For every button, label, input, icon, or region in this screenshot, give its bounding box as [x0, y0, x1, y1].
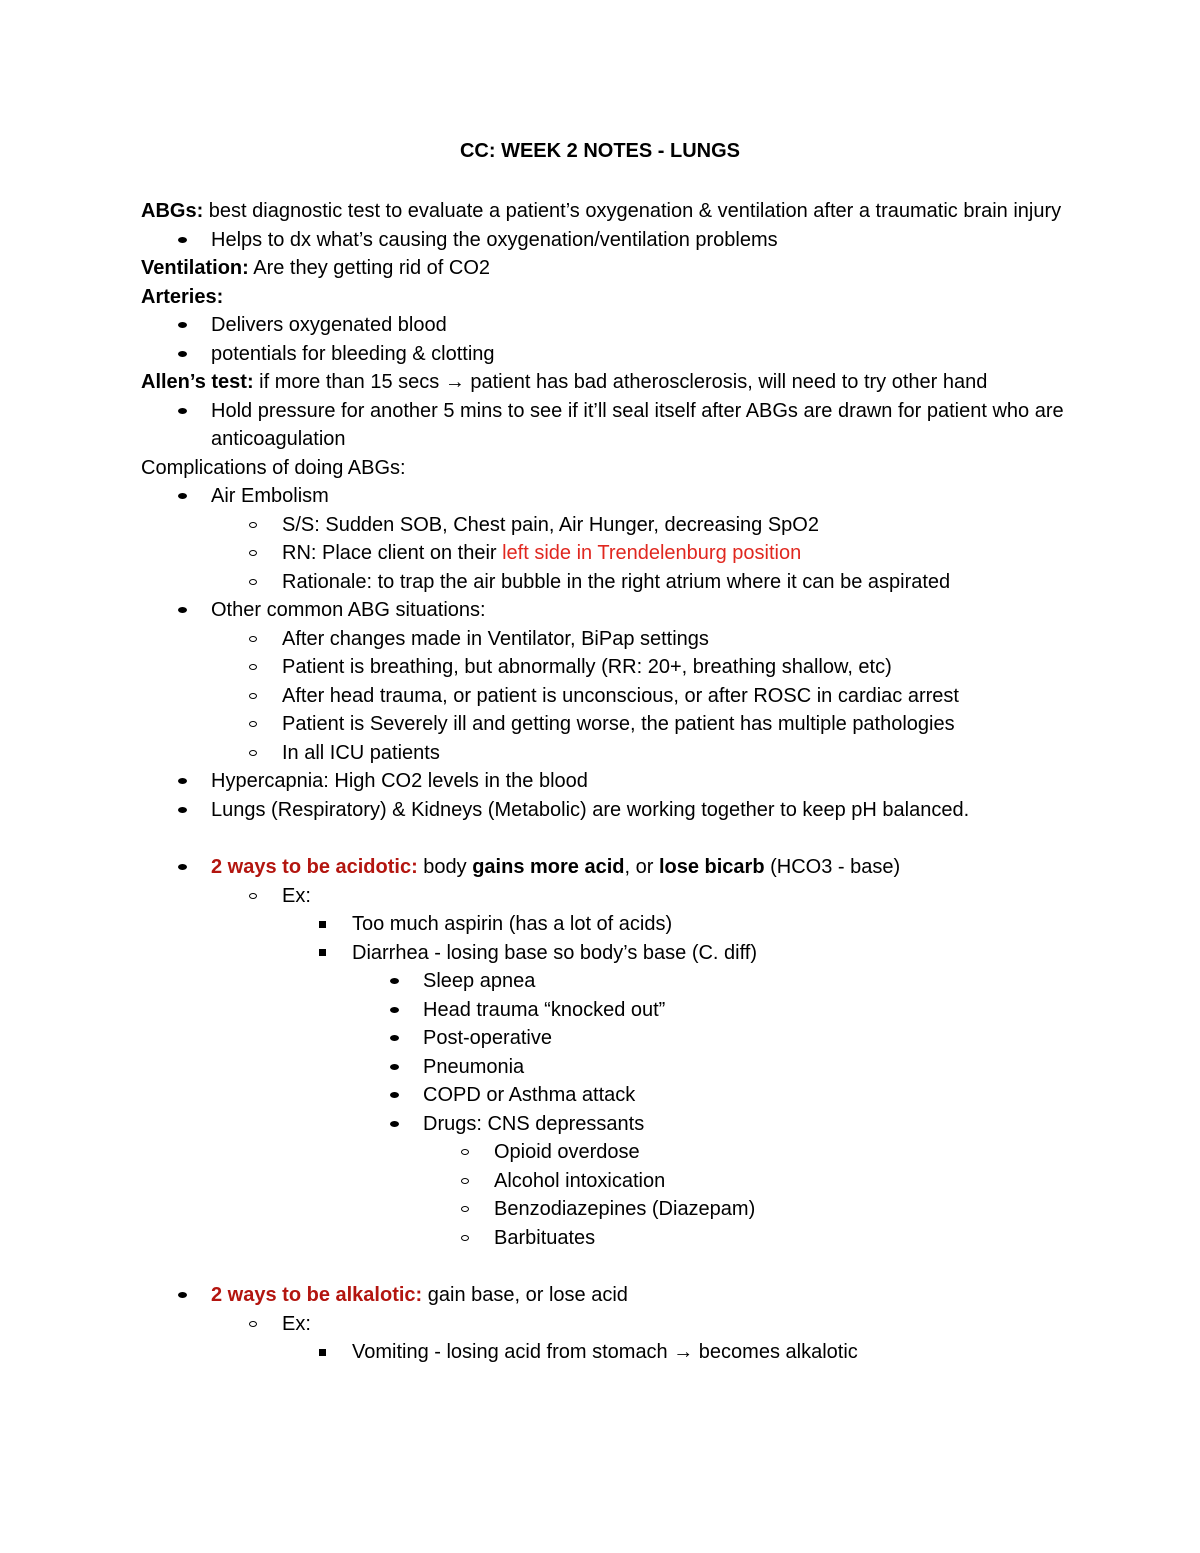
list-item: Hypercapnia: High CO2 levels in the blood	[141, 767, 1071, 796]
list-item: Opioid overdose	[141, 1138, 1071, 1167]
list-item: Pneumonia	[141, 1053, 1071, 1082]
list-item: Delivers oxygenated blood	[141, 311, 1071, 340]
list-item: potentials for bleeding & clotting	[141, 340, 1071, 369]
list-item: COPD or Asthma attack	[141, 1081, 1071, 1110]
allens-paragraph	[141, 368, 1071, 397]
abgs-list	[141, 226, 1071, 255]
disc-bullet-icon	[390, 1053, 399, 1082]
circle-bullet-icon	[249, 511, 257, 540]
disc-bullet-icon	[390, 1081, 399, 1110]
circle-bullet-icon	[249, 1310, 257, 1339]
list-item: Rationale: to trap the air bubble in the right atrium where it can be aspirated	[141, 568, 1071, 597]
circle-bullet-icon	[461, 1167, 469, 1196]
allens-text: if more than 15 secs → patient has bad atherosclerosis, will need to try other hand	[253, 371, 988, 393]
disc-bullet-icon	[178, 796, 187, 825]
trendelenburg-highlight: left side in Trendelenburg position	[502, 542, 802, 564]
disc-bullet-icon	[178, 767, 187, 796]
list-item: 2 ways to be alkalotic: gain base, or lose acid	[141, 1281, 1071, 1310]
circle-bullet-icon	[249, 653, 257, 682]
circle-bullet-icon	[249, 682, 257, 711]
list-item: RN: Place client on their left side in Trendelenburg position	[141, 539, 1071, 568]
alkalotic-list	[141, 1281, 1071, 1367]
complications-list	[141, 482, 1071, 824]
circle-bullet-icon	[461, 1224, 469, 1253]
circle-bullet-icon	[249, 539, 257, 568]
abgs-paragraph	[141, 197, 1071, 226]
list-item: Hold pressure for another 5 mins to see if it’ll seal itself after ABGs are drawn for patient who are anticoagulation	[141, 397, 1071, 454]
acidotic-label: 2 ways to be acidotic:	[211, 856, 418, 878]
list-item: Air Embolism	[141, 482, 1071, 511]
circle-bullet-icon	[461, 1138, 469, 1167]
list-item: Alcohol intoxication	[141, 1167, 1071, 1196]
ventilation-label: Ventilation:	[141, 257, 249, 279]
alkalotic-label: 2 ways to be alkalotic:	[211, 1284, 423, 1306]
list-item: 2 ways to be acidotic: body gains more acid, or lose bicarb (HCO3 - base)	[141, 853, 1071, 882]
disc-bullet-icon	[390, 1110, 399, 1139]
ventilation-text: Are they getting rid of CO2	[248, 257, 491, 279]
disc-bullet-icon	[178, 226, 187, 255]
list-item: Helps to dx what’s causing the oxygenation/ventilation problems	[141, 226, 1071, 255]
disc-bullet-icon	[390, 1024, 399, 1053]
disc-bullet-icon	[178, 311, 187, 340]
notes-body	[141, 197, 1071, 1367]
abgs-label: ABGs:	[141, 200, 204, 222]
list-item: Drugs: CNS depressants	[141, 1110, 1071, 1139]
acidotic-list	[141, 853, 1071, 1252]
circle-bullet-icon	[249, 739, 257, 768]
list-item: Lungs (Respiratory) & Kidneys (Metabolic) are working together to keep pH balanced.	[141, 796, 1071, 825]
circle-bullet-icon	[249, 710, 257, 739]
square-bullet-icon	[319, 910, 326, 939]
circle-bullet-icon	[249, 625, 257, 654]
allens-label: Allen’s test:	[141, 371, 254, 393]
complications-heading: Complications of doing ABGs:	[141, 456, 406, 479]
disc-bullet-icon	[390, 996, 399, 1025]
square-bullet-icon	[319, 1338, 326, 1367]
list-item: Ex:	[141, 1310, 1071, 1339]
circle-bullet-icon	[249, 568, 257, 597]
list-item: Post-operative	[141, 1024, 1071, 1053]
disc-bullet-icon	[178, 340, 187, 369]
disc-bullet-icon	[390, 967, 399, 996]
abgs-text: best diagnostic test to evaluate a patient’s oxygenation & ventilation after a traumatic brain injury	[203, 200, 1062, 222]
list-item: S/S: Sudden SOB, Chest pain, Air Hunger, decreasing SpO2	[141, 511, 1071, 540]
list-item: Barbituates	[141, 1224, 1071, 1253]
list-item: After head trauma, or patient is unconscious, or after ROSC in cardiac arrest	[141, 682, 1071, 711]
square-bullet-icon	[319, 939, 326, 968]
list-item: Ex:	[141, 882, 1071, 911]
disc-bullet-icon	[178, 397, 187, 426]
disc-bullet-icon	[178, 482, 187, 511]
list-item: Too much aspirin (has a lot of acids)	[141, 910, 1071, 939]
allens-list	[141, 397, 1071, 454]
page-title: CC: WEEK 2 NOTES - LUNGS	[459, 140, 740, 162]
list-item: Vomiting - losing acid from stomach → becomes alkalotic	[141, 1338, 1071, 1367]
list-item: After changes made in Ventilator, BiPap settings	[141, 625, 1071, 654]
list-item: Other common ABG situations:	[141, 596, 1071, 625]
arteries-paragraph	[141, 283, 1071, 312]
arteries-list	[141, 311, 1071, 368]
list-item: Diarrhea - losing base so body’s base (C. diff)	[141, 939, 1071, 968]
disc-bullet-icon	[178, 853, 187, 882]
disc-bullet-icon	[178, 1281, 187, 1310]
arteries-label: Arteries:	[141, 285, 224, 308]
list-item: Patient is breathing, but abnormally (RR: 20+, breathing shallow, etc)	[141, 653, 1071, 682]
list-item: Patient is Severely ill and getting worse, the patient has multiple pathologies	[141, 710, 1071, 739]
disc-bullet-icon	[178, 596, 187, 625]
ventilation-paragraph	[141, 254, 1071, 283]
list-item: Benzodiazepines (Diazepam)	[141, 1195, 1071, 1224]
circle-bullet-icon	[249, 882, 257, 911]
list-item: Sleep apnea	[141, 967, 1071, 996]
circle-bullet-icon	[461, 1195, 469, 1224]
list-item: In all ICU patients	[141, 739, 1071, 768]
list-item: Head trauma “knocked out”	[141, 996, 1071, 1025]
